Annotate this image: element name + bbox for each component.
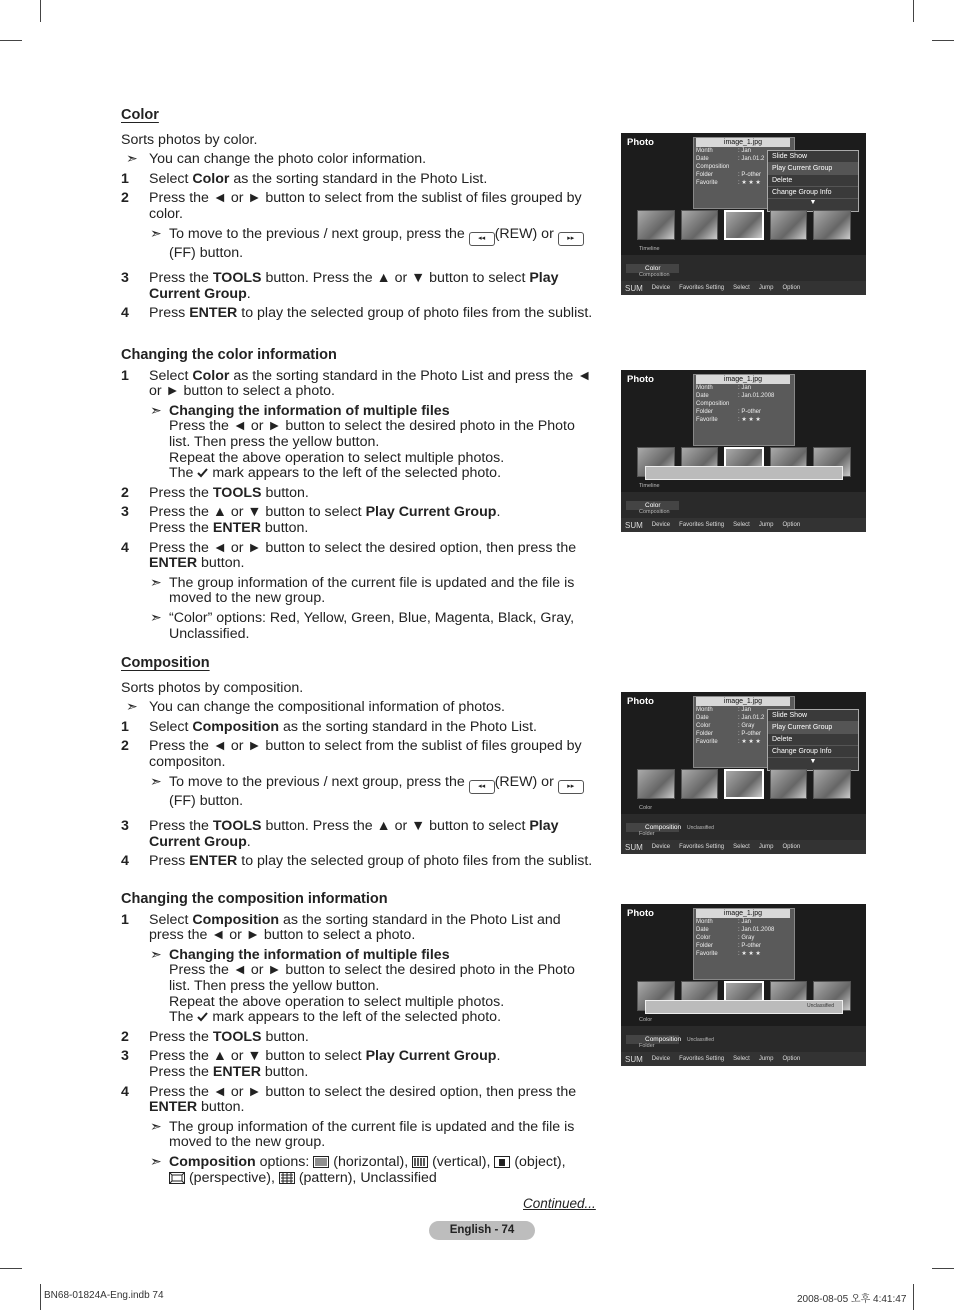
tools-menu [767,709,859,771]
ff-icon: ▸▸ [558,780,584,794]
composition-intro: Sorts photos by composition. [121,679,304,696]
menu-item[interactable]: Play Current Group [768,163,858,175]
crop-mark [40,0,41,22]
thumbnail[interactable] [724,210,764,240]
crop-mark [913,0,914,22]
page-number: English - 74 [429,1221,535,1240]
cc-note-a: ➣ The group information of the current file is updated and the file is moved to the new group. [150,574,575,607]
color-step-4: 4 Press ENTER to play the selected group of photo files from the sublist. [121,305,593,322]
composition-heading: Composition [121,655,210,671]
crop-mark [932,1268,954,1269]
pattern-composition-icon [279,1172,295,1184]
sort-bar: Color Composition Unclassified Folder [621,1026,866,1052]
thumbnail[interactable] [637,769,675,799]
cc-note-b: ➣ “Color” options: Red, Yellow, Green, Blue, Magenta, Black, Gray, Unclassified. [150,609,575,642]
menu-item[interactable]: Change Group Info [768,187,858,199]
cc-step-2: 2 Press the TOOLS button. [121,484,309,501]
compc-multi-note: ➣ Changing the information of multiple files Press the ◄ or ► button to select the desired photo in the Photo list. Then press the yellow button. Repeat the above operation to select multiple photos. The mark appears to the left of the selected photo. [150,946,575,1026]
composition-section [121,656,599,874]
color-intro: Sorts photos by color. [121,131,258,148]
color-section [121,108,599,326]
slug-left: BN68-01824A-Eng.indb 74 [44,1290,164,1301]
comp-change-heading: Changing the composition information [121,891,388,907]
sort-bar: Timeline Color Composition [621,492,866,518]
crop-mark [40,1284,41,1310]
screen-title: Photo [627,908,654,919]
info-panel: image_1.jpg Month : Jan Date : Jan.01.2 Composition Folder : P-other Favorite : ★ ★ ★ [693,137,795,209]
color-note: ➣ You can change the photo color information. [126,151,427,168]
vertical-composition-icon [412,1156,428,1168]
screen-title: Photo [627,696,654,707]
compc-options-note: ➣ Composition options: (horizontal), (vertical), (object), (perspective), (pattern), Unclassified [150,1153,566,1186]
info-panel: image_1.jpg Month : Jan Date : Jan.01.2008 Composition Folder : P-other Favorite : ★ ★ ★ [693,374,795,446]
object-composition-icon [494,1156,510,1168]
thumbnail[interactable] [681,210,719,240]
compc-step-2: 2 Press the TOOLS button. [121,1028,309,1045]
cc-step-4: 4 Press the ◄ or ► button to select the desired option, then press the ENTER button. [121,539,577,572]
compc-note-a: ➣ The group information of the current file is updated and the file is moved to the new group. [150,1118,575,1151]
color-change-heading: Changing the color information [121,347,337,363]
compc-step-4: 4 Press the ◄ or ► button to select the desired option, then press the ENTER button. [121,1083,577,1116]
continued-text: Continued... [523,1196,596,1211]
check-mark-icon [197,468,208,478]
thumbnail-strip [637,769,851,799]
composition-change-section [121,892,599,1190]
screen-title: Photo [627,374,654,385]
crop-mark [932,40,954,41]
sort-bar: Color Composition Unclassified Folder [621,814,866,840]
check-mark-icon [197,1012,208,1022]
thumbnail[interactable] [681,769,719,799]
footer-bar: SUM Device Favorites Setting Select Jump Option [621,1052,866,1066]
thumbnail[interactable] [637,210,675,240]
thumbnail-strip [637,210,851,240]
rew-icon: ◂◂ [469,232,495,246]
composition-option-bar[interactable]: Unclassified [645,1000,843,1014]
cc-multi-note: ➣ Changing the information of multiple files Press the ◄ or ► button to select the desired photo in the Photo list. Then press the yellow button. Repeat the above operation to select multiple photos. The mark appears to the left of the selected photo. [150,402,575,482]
info-panel: image_1.jpg Month : Jan Date : Jan.01.2008 Color : Gray Folder : P-other Favorite : ★ ★ ★ [693,908,795,980]
menu-item[interactable]: Change Group Info [768,746,858,758]
horizontal-composition-icon [313,1156,329,1168]
compc-step-1: 1 Select Composition as the sorting standard in the Photo List and press the ◄ or ► button to select a photo. [121,911,561,944]
color-step-2: 2 Press the ◄ or ► button to select from the sublist of files grouped by color. [121,190,582,222]
color-change-section [121,348,599,646]
compc-step-3: 3 Press the ▲ or ▼ button to select Play Current Group. Press the ENTER button. [121,1048,501,1080]
menu-item[interactable]: Slide Show [768,151,858,163]
menu-more-icon: ▼ [809,758,817,765]
crop-mark [0,1268,22,1269]
comp-step-1: 1 Select Composition as the sorting standard in the Photo List. [121,718,537,735]
screen-title: Photo [627,137,654,148]
thumbnail[interactable] [770,210,808,240]
color-step-1: 1 Select Color as the sorting standard in the Photo List. [121,170,488,187]
cc-step-3: 3 Press the ▲ or ▼ button to select Play Current Group. Press the ENTER button. [121,504,501,536]
perspective-composition-icon [169,1172,185,1184]
footer-bar: SUM Device Favorites Setting Select Jump Option [621,840,866,854]
thumbnail[interactable] [813,210,851,240]
footer-bar: SUM Device Favorites Setting Select Jump Option [621,518,866,532]
rew-icon: ◂◂ [469,780,495,794]
color-heading: Color [121,107,159,123]
tools-menu [767,150,859,212]
comp-step-3: 3 Press the TOOLS button. Press the ▲ or ▼ button to select Play Current Group. [121,818,559,850]
crop-mark [913,1284,914,1310]
thumbnail[interactable] [813,769,851,799]
composition-note: ➣ You can change the compositional information of photos. [126,699,505,716]
sort-bar: Timeline Color Composition [621,255,866,281]
tv-screen-composition-menu [621,692,866,854]
thumbnail[interactable] [724,769,764,799]
info-panel: image_1.jpg Month : Jan Date : Jan.01.2 Color : Gray Folder : P-other Favorite : ★ ★ ★ [693,696,795,768]
slug-right: 2008-08-05 오후 4:41:47 [797,1294,907,1305]
tv-screen-color-select [621,370,866,532]
thumbnail[interactable] [770,769,808,799]
menu-item[interactable]: Delete [768,734,858,746]
menu-item[interactable]: Slide Show [768,710,858,722]
menu-more-icon: ▼ [809,199,817,206]
cc-step-1: 1 Select Color as the sorting standard in the Photo List and press the ◄ or ► button to select a photo. [121,367,592,400]
tv-screen-color-menu [621,133,866,295]
menu-item[interactable]: Play Current Group [768,722,858,734]
footer-bar: SUM Device Favorites Setting Select Jump Option [621,281,866,295]
tv-screen-composition-select [621,904,866,1066]
menu-item[interactable]: Delete [768,175,858,187]
color-step-3: 3 Press the TOOLS button. Press the ▲ or ▼ button to select Play Current Group. [121,270,559,302]
ff-icon: ▸▸ [558,232,584,246]
rew-ff-note: ➣ To move to the previous / next group, press the ◂◂ (REW) or ▸▸ (FF) button. [121,227,599,262]
comp-step-4: 4 Press ENTER to play the selected group of photo files from the sublist. [121,853,593,870]
crop-mark [0,40,22,41]
comp-step-2: 2 Press the ◄ or ► button to select from the sublist of files grouped by compositon. [121,738,582,770]
comp-rew-ff-note: ➣ To move to the previous / next group, press the ◂◂ (REW) or ▸▸ (FF) button. [121,775,599,810]
color-option-bar[interactable] [645,466,843,480]
